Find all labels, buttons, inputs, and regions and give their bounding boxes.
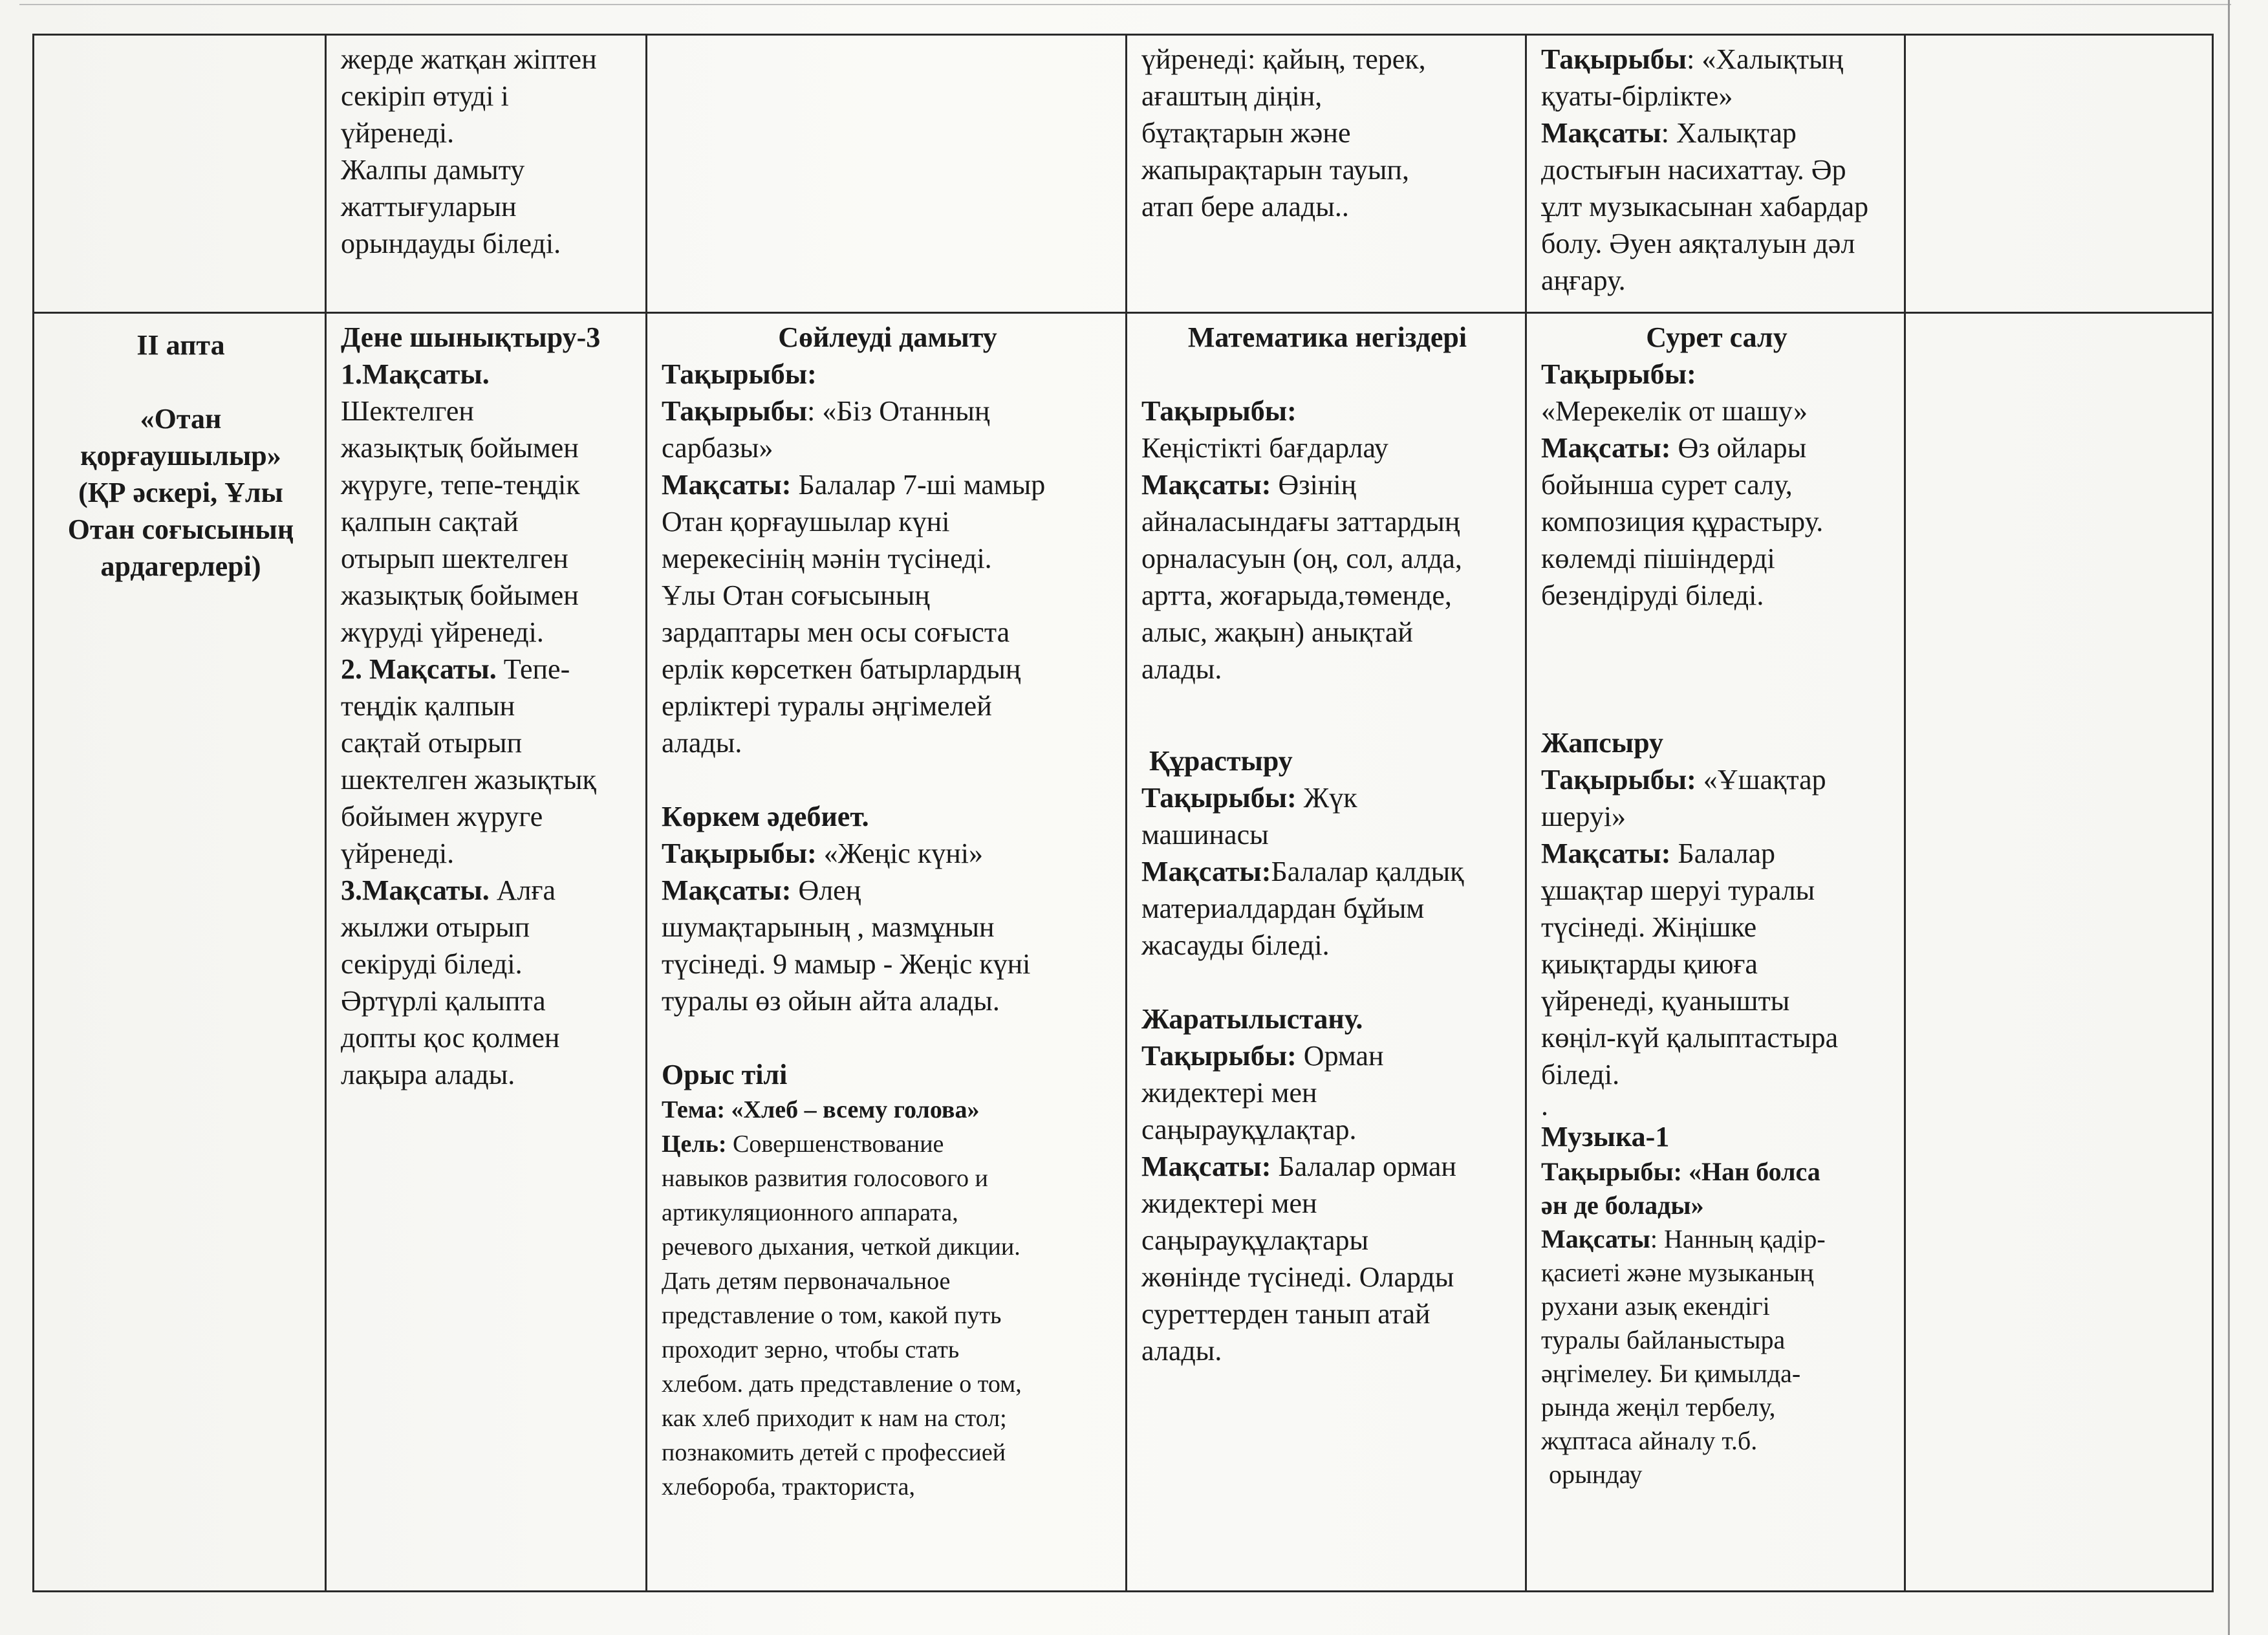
aim-value: Совершенствование [726, 1131, 944, 1158]
topic-value: «Жеңіс күні» [816, 838, 983, 869]
topic-line [1541, 761, 1892, 798]
text-line: көңіл-күй қалыптастыра [1541, 1022, 1839, 1054]
aim-value: Балалар орман [1271, 1151, 1456, 1182]
text-line: шеруі» [1541, 801, 1626, 832]
cell-speech-empty [647, 35, 1127, 313]
text-line: ұшақтар шеруі туралы [1541, 874, 1815, 906]
subject-title: Математика негіздері [1187, 321, 1467, 353]
aim-line [1541, 1222, 1892, 1256]
topic-label: Тақырыбы [1541, 43, 1687, 75]
text-line: как хлеб приходит к нам на стол; [662, 1405, 1007, 1432]
subject-title: Құрастыру [1149, 745, 1293, 777]
week-theme-line: ардагерлері) [100, 550, 261, 582]
aim-label: Мақсаты: [1141, 1151, 1271, 1182]
text-line: жүруді үйренеді. [341, 616, 544, 648]
topic-line [1141, 779, 1513, 816]
text-line: Жалпы дамыту [341, 154, 525, 186]
aim-value: Балалар [1670, 838, 1775, 869]
text-line: орындауды біледі. [341, 228, 561, 259]
aim-label: 2. Мақсаты. [341, 653, 497, 685]
subject-title: Жапсыру [1541, 727, 1663, 759]
week-theme-line: Отан соғысының [67, 514, 294, 545]
text-line: сақтай отырып [341, 727, 523, 759]
text-line: аңғару. [1541, 265, 1626, 296]
topic-label: Тақырыбы: [1141, 1040, 1297, 1072]
aim-label: Мақсаты: [1141, 469, 1271, 501]
text-line: жұптаса айналу т.б. [1541, 1426, 1758, 1455]
topic-label: Тақырыбы: [662, 838, 817, 869]
topic-value: «Ұшақтар [1696, 764, 1826, 796]
text-line: жидектері мен [1141, 1187, 1317, 1219]
aim-value: : Нанның қадір- [1650, 1224, 1826, 1253]
aim-label: Мақсаты: [1141, 856, 1271, 887]
cell-mathematics [1127, 313, 1526, 1592]
aim-value: Өлең [791, 874, 861, 906]
topic-value: : «Халықтың [1687, 43, 1844, 75]
text-line: орындау [1549, 1460, 1643, 1489]
text-line: речевого дыхания, четкой дикции. [662, 1233, 1021, 1261]
aim-line [1141, 466, 1513, 503]
text-line: рухани азық екендігі [1541, 1292, 1770, 1321]
text-line: рында жеңіл тербелу, [1541, 1392, 1776, 1422]
text-line: болу. Әуен аяқталуын дәл [1541, 228, 1855, 259]
subject-title: Музыка-1 [1541, 1121, 1670, 1153]
aim-line [341, 651, 634, 688]
aim-label: Мақсаты [1541, 1224, 1650, 1253]
text-line: атап бере алады.. [1141, 191, 1349, 222]
aim-line [662, 466, 1114, 503]
topic-line [1541, 1155, 1892, 1189]
cell-notes-empty [1905, 35, 2213, 313]
text-line: алады. [1141, 1335, 1222, 1367]
text-line: жүруге, тепе-теңдік [341, 469, 580, 501]
text-line: жапырақтарын тауып, [1141, 154, 1409, 186]
text-line: жөнінде түсінеді. Оларды [1141, 1261, 1454, 1293]
topic-value: Жүк [1296, 782, 1357, 814]
topic-line [662, 835, 1114, 872]
text-line: отырып шектелген [341, 543, 568, 574]
text-line: артта, жоғарыда,төменде, [1141, 579, 1452, 611]
topic-line [1141, 1037, 1513, 1074]
aim-label: Мақсаты: [1541, 432, 1671, 464]
aim-value: : Халықтар [1661, 117, 1797, 149]
text-line: суреттерден танып атай [1141, 1298, 1431, 1330]
aim-line [1541, 114, 1892, 151]
text-line: біледі. [1541, 1059, 1620, 1090]
week-theme-line: (ҚР әскері, Ұлы [78, 477, 283, 508]
text-line: жерде жатқан жіптен [341, 43, 597, 75]
topic-value: «Мерекелік от шашу» [1541, 395, 1808, 427]
topic-line [662, 393, 1114, 429]
subject-title: Орыс тілі [662, 1059, 788, 1090]
text-line: артикуляционного аппарата, [662, 1199, 958, 1226]
cell-week-empty [34, 35, 326, 313]
text-line: алыс, жақын) анықтай [1141, 616, 1413, 648]
text-line: қуаты-бірлікте» [1541, 80, 1733, 112]
topic-value: Орман [1296, 1040, 1384, 1072]
cell-music-continued [1526, 35, 1905, 313]
text-line: проходит зерно, чтобы стать [662, 1336, 960, 1363]
subject-title: Көркем әдебиет. [662, 801, 869, 832]
text-line: представление о том, какой путь [662, 1302, 1002, 1329]
text-line: қасиеті және музыканың [1541, 1258, 1814, 1287]
topic-label: Тақырыбы: [1141, 782, 1297, 814]
text-line: туралы байланыстыра [1541, 1325, 1786, 1354]
text-line: сарбазы» [662, 432, 773, 464]
aim-line [1541, 429, 1892, 466]
topic-label: Тақырыбы: [1141, 395, 1297, 427]
text-line: ағаштың діңін, [1141, 80, 1323, 112]
aim-line [1541, 835, 1892, 872]
text-line: қалпын сақтай [341, 506, 519, 537]
aim-label: Мақсаты: [662, 874, 792, 906]
cell-pe-continued [326, 35, 647, 313]
aim-line [662, 872, 1114, 909]
table-row-week-2 [34, 313, 2213, 1592]
text-line: достығын насихаттау. Әр [1541, 154, 1846, 186]
text-line: ерліктері туралы әңгімелей [662, 690, 992, 722]
text-line: жидектері мен [1141, 1077, 1317, 1109]
week-theme-line: «Отан [140, 403, 222, 435]
text-line: үйренеді. [341, 117, 455, 149]
aim-label: Мақсаты: [662, 469, 792, 501]
text-line: навыков развития голосового и [662, 1165, 988, 1192]
text-line: ерлік көрсеткен батырлардың [662, 653, 1021, 685]
page-right-edge [2228, 0, 2230, 1635]
subject-title: Сөйлеуді дамыту [778, 321, 997, 353]
stray-dot: . [1541, 1090, 1548, 1121]
text-line: безендіруді біледі. [1541, 579, 1764, 611]
text-line: ұлт музыкасынан хабардар [1541, 191, 1869, 222]
text-line: қиықтарды қиюға [1541, 948, 1758, 980]
text-line: секіріп өтуді і [341, 80, 509, 112]
text-line: саңырауқұлақтары [1141, 1224, 1369, 1256]
text-line: көлемді пішіндерді [1541, 543, 1775, 574]
text-line: жаттығуларын [341, 191, 517, 222]
aim-label: Цель: [662, 1131, 727, 1158]
russian-topic: Тема: «Хлеб – всему голова» [662, 1096, 980, 1123]
aim-value: Тепе- [496, 653, 570, 685]
text-line: туралы өз ойын айта алады. [662, 985, 1000, 1017]
topic-label: Тақырыбы [1541, 1157, 1674, 1186]
text-line: шектелген жазықтық [341, 764, 596, 796]
topic-label: Тақырыбы: [1541, 764, 1696, 796]
text-line: бұтақтарын және [1141, 117, 1351, 149]
text-line: материалдардан бұйым [1141, 893, 1425, 924]
text-line: ән де болады» [1541, 1191, 1704, 1220]
text-line: шумақтарының , мазмұнын [662, 911, 995, 943]
text-line: хлебом. дать представление о том, [662, 1370, 1022, 1398]
aim-line [1141, 1148, 1513, 1185]
text-line: Дать детям первоначальное [662, 1268, 951, 1295]
aim-label: 3.Мақсаты. [341, 874, 490, 906]
text-line: бойымен жүруге [341, 801, 543, 832]
subject-title: Сурет салу [1646, 321, 1787, 353]
lesson-plan-table [32, 34, 2214, 1592]
topic-value: Кеңістікті бағдарлау [1141, 432, 1388, 464]
cell-nature-continued [1127, 35, 1526, 313]
aim-value: Балалар 7-ші мамыр [791, 469, 1046, 501]
text-line: алады. [662, 727, 742, 759]
cell-physical-education [326, 313, 647, 1592]
text-line: Ұлы Отан соғысының [662, 579, 930, 611]
text-line: бойынша сурет салу, [1541, 469, 1793, 501]
text-line: жазықтық бойымен [341, 432, 579, 464]
topic-label: Тақырыбы [662, 395, 808, 427]
aim-value: Өзінің [1271, 469, 1357, 501]
text-line: түсінеді. 9 мамыр - Жеңіс күні [662, 948, 1031, 980]
table-row-continuation [34, 35, 2213, 313]
text-line: үйренеді. [341, 838, 455, 869]
aim-label: 1.Мақсаты. [341, 358, 490, 390]
text-line: алады. [1141, 653, 1222, 685]
subject-title: Дене шынықтыру-3 [341, 321, 601, 353]
page-top-edge [19, 4, 2231, 5]
aim-value: Өз ойлары [1670, 432, 1807, 464]
aim-line [1141, 853, 1513, 890]
text-line: орналасуын (оң, сол, алда, [1141, 543, 1462, 574]
subject-title: Жаратылыстану. [1141, 1003, 1363, 1035]
text-line: үйренеді, қуанышты [1541, 985, 1790, 1017]
topic-line [1541, 41, 1892, 78]
text-line: теңдік қалпын [341, 690, 515, 722]
text-line: мерекесінің мәнін түсінеді. [662, 543, 992, 574]
aim-line [662, 1127, 1114, 1162]
topic-label: Тақырыбы: [662, 358, 817, 390]
aim-value: Балалар қалдық [1271, 856, 1464, 887]
text-line: композиция құрастыру. [1541, 506, 1824, 537]
text-line: зардаптары мен осы соғыста [662, 616, 1010, 648]
text-line: әңгімелеу. Би қимылда- [1541, 1359, 1801, 1388]
text-line: познакомить детей с профессией [662, 1439, 1006, 1466]
aim-line [341, 872, 634, 909]
text-line: айналасындағы заттардың [1141, 506, 1460, 537]
text-line: жасауды біледі. [1141, 929, 1330, 961]
text-line: секіруді біледі. [341, 948, 523, 980]
cell-week-2 [34, 313, 326, 1592]
text-line: лақыра алады. [341, 1059, 515, 1090]
text-line: жылжи отырып [341, 911, 530, 943]
topic-value: : «Нан болса [1673, 1157, 1820, 1186]
text-line: түсінеді. Жіңішке [1541, 911, 1757, 943]
text-line: Отан қорғаушылар күні [662, 506, 950, 537]
aim-label: Мақсаты: [1541, 838, 1671, 869]
text-line: допты қос қолмен [341, 1022, 560, 1054]
aim-value: Алға [489, 874, 556, 906]
week-theme-line: қорғаушылыр» [80, 440, 281, 471]
cell-art [1526, 313, 1905, 1592]
text-line: жазықтық бойымен [341, 579, 579, 611]
cell-notes-empty [1905, 313, 2213, 1592]
topic-value: : «Біз Отанның [807, 395, 990, 427]
text-line: Шектелген [341, 395, 474, 427]
topic-label: Тақырыбы: [1541, 358, 1696, 390]
text-line: үйренеді: қайың, терек, [1141, 43, 1426, 75]
aim-label: Мақсаты [1541, 117, 1661, 149]
text-line: саңырауқұлақтар. [1141, 1114, 1357, 1145]
cell-speech-development [647, 313, 1127, 1592]
text-line: машинасы [1141, 819, 1269, 850]
text-line: Әртүрлі қалыпта [341, 985, 546, 1017]
text-line: хлебороба, тракториста, [662, 1473, 916, 1500]
week-title: II апта [136, 329, 225, 361]
